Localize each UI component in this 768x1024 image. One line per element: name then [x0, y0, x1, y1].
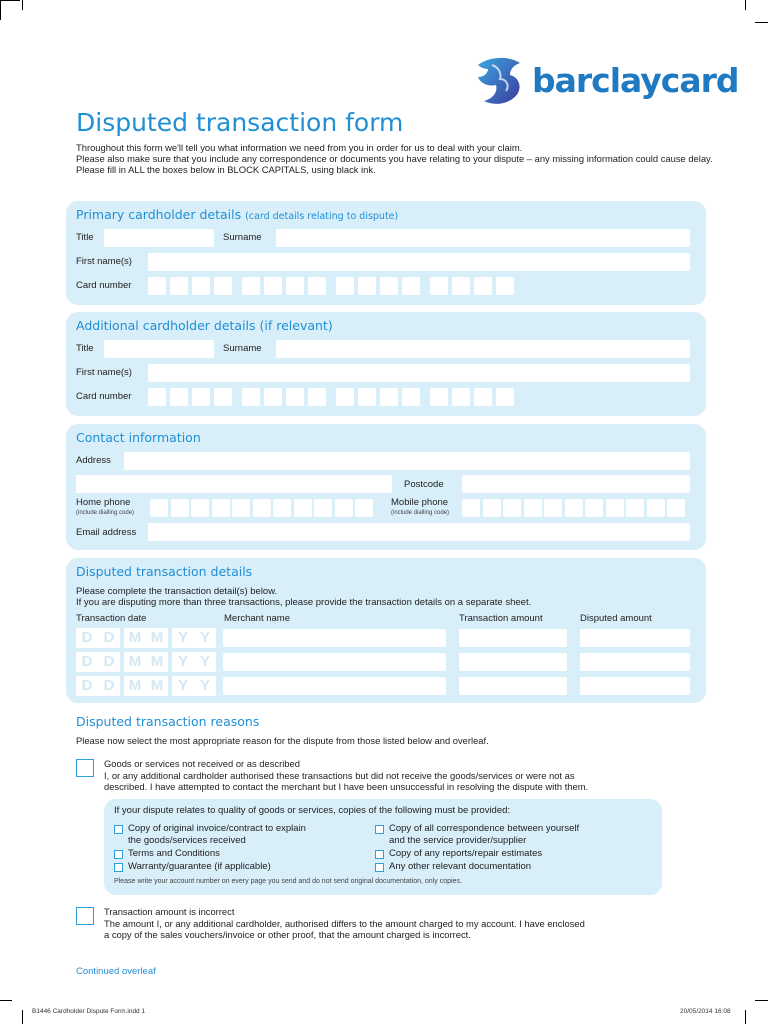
card-digit-cell[interactable] [308, 277, 326, 295]
date-char-cell[interactable]: M [124, 676, 146, 696]
transaction-amount-input[interactable] [459, 677, 567, 695]
transaction-amount-input[interactable] [459, 629, 567, 647]
doc-label: and the service provider/supplier [389, 835, 527, 846]
intro-text [76, 142, 716, 175]
phone-digit-cell[interactable] [191, 499, 209, 517]
instruction-line: If you are disputing more than three transactions, please provide the transaction details on a separate sheet. [76, 597, 532, 608]
merchant-name-input[interactable] [223, 629, 446, 647]
doc-label: Terms and Conditions [128, 848, 220, 859]
card-digit-cell[interactable] [192, 388, 210, 406]
eagle-icon [470, 55, 526, 107]
reason-not-received-text [104, 758, 694, 793]
card-digit-cell[interactable] [170, 388, 188, 406]
brand-name: barclaycard [532, 61, 739, 100]
doc-label: Any other relevant documentation [389, 861, 532, 872]
date-char-cell[interactable]: M [146, 676, 168, 696]
home-phone-label: Home phone [76, 497, 131, 508]
phone-digit-cell[interactable] [335, 499, 353, 517]
crop-mark [745, 0, 746, 10]
footer-filename: B1446 Cardholder Dispute Form.indd 1 [32, 1008, 146, 1015]
card-digit-cell[interactable] [430, 388, 448, 406]
date-char-cell[interactable]: D [76, 628, 98, 648]
title-label: Title [76, 232, 94, 243]
title-input[interactable] [104, 229, 214, 247]
crop-mark [22, 0, 23, 10]
doc-reports-checkbox[interactable] [375, 850, 384, 859]
card-digit-cell[interactable] [214, 277, 232, 295]
date-char-cell[interactable]: Y [194, 676, 216, 696]
crop-mark [755, 22, 768, 23]
date-char-cell[interactable]: Y [172, 676, 194, 696]
phone-digit-cell[interactable] [171, 499, 189, 517]
contact-information-panel [66, 424, 706, 550]
phone-digit-cell[interactable] [462, 499, 480, 517]
reason-line: a copy of the sales vouchers/invoice or other proof, that the amount charged is incorrect. [104, 929, 471, 940]
phone-digit-cell[interactable] [232, 499, 250, 517]
phone-digit-cell[interactable] [667, 499, 685, 517]
reason-line: I, or any additional cardholder authorised these transactions but did not receive the goods/services or were not as [104, 769, 575, 781]
card-digit-cell[interactable] [308, 388, 326, 406]
card-digit-cell[interactable] [402, 277, 420, 295]
phone-digit-cell[interactable] [565, 499, 583, 517]
col-disputed-amount: Disputed amount [580, 613, 652, 624]
card-digit-cell[interactable] [242, 277, 260, 295]
additional-cardholder-panel [66, 312, 706, 416]
phone-digit-cell[interactable] [585, 499, 603, 517]
phone-digit-cell[interactable] [355, 499, 373, 517]
address-label: Address [76, 455, 111, 466]
date-char-cell[interactable]: M [124, 652, 146, 672]
panel-title: Primary cardholder details (card details relating to dispute) [76, 207, 399, 222]
reason-title: Goods or services not received or as described [104, 758, 300, 769]
panel-title: Disputed transaction details [76, 564, 253, 579]
merchant-name-input[interactable] [223, 653, 446, 671]
crop-mark [0, 1000, 12, 1001]
title-input[interactable] [104, 340, 214, 358]
card-digit-cell[interactable] [474, 388, 492, 406]
mobile-phone-hint: (include dialling code) [391, 510, 450, 516]
card-digit-cell[interactable] [336, 277, 354, 295]
first-name-label: First name(s) [76, 367, 132, 378]
date-char-cell[interactable]: Y [194, 652, 216, 672]
instruction-line: Please complete the transaction detail(s) below. [76, 586, 278, 597]
panel-title: Contact information [76, 430, 201, 445]
reason-amount-incorrect-text [104, 906, 694, 941]
crop-mark [0, 0, 1, 20]
card-digit-cell[interactable] [336, 388, 354, 406]
doc-warranty-checkbox[interactable] [114, 863, 123, 872]
card-digit-cell[interactable] [148, 388, 166, 406]
continued-overleaf: Continued overleaf [76, 966, 156, 977]
quality-heading: If your dispute relates to quality of goods or services, copies of the following must be provided: [114, 805, 511, 816]
doc-other-checkbox[interactable] [375, 863, 384, 872]
doc-label: Copy of original invoice/contract to explain [128, 823, 306, 834]
home-phone-hint: (include dialling code) [76, 510, 135, 516]
reason-amount-incorrect-checkbox[interactable] [76, 907, 94, 925]
card-digit-cell[interactable] [496, 388, 514, 406]
postcode-input[interactable] [462, 475, 690, 493]
reasons-title: Disputed transaction reasons [76, 714, 260, 729]
address-input-line2[interactable] [76, 475, 392, 493]
intro-line: Please also make sure that you include any correspondence or documents you have relating to your dispute – any missing information could cause delay. [76, 153, 713, 164]
transaction-details-panel [66, 558, 706, 703]
date-char-cell[interactable]: D [98, 676, 120, 696]
transaction-amount-input[interactable] [459, 653, 567, 671]
phone-digit-cell[interactable] [647, 499, 665, 517]
phone-digit-cell[interactable] [626, 499, 644, 517]
card-digit-cell[interactable] [286, 277, 304, 295]
col-transaction-date: Transaction date [76, 613, 147, 624]
doc-label: Copy of all correspondence between yourself [389, 823, 580, 834]
merchant-name-input[interactable] [223, 677, 446, 695]
disputed-amount-input[interactable] [580, 653, 690, 671]
card-number-label: Card number [76, 280, 132, 291]
reason-line: The amount I, or any additional cardholder, authorised differs to the amount charged to my account. I have enclosed [104, 917, 585, 929]
card-digit-cell[interactable] [192, 277, 210, 295]
postcode-label: Postcode [404, 479, 444, 490]
phone-digit-cell[interactable] [314, 499, 332, 517]
email-input[interactable] [148, 523, 690, 541]
card-digit-cell[interactable] [430, 277, 448, 295]
card-digit-cell[interactable] [358, 277, 376, 295]
card-digit-cell[interactable] [214, 388, 232, 406]
crop-mark [0, 0, 20, 1]
card-digit-cell[interactable] [358, 388, 376, 406]
phone-digit-cell[interactable] [503, 499, 521, 517]
date-char-cell[interactable]: D [76, 652, 98, 672]
date-char-cell[interactable]: D [98, 652, 120, 672]
doc-label: Copy of any reports/repair estimates [389, 848, 543, 859]
intro-line: Please fill in ALL the boxes below in BLOCK CAPITALS, using black ink. [76, 164, 376, 175]
card-digit-cell[interactable] [264, 277, 282, 295]
doc-invoice-checkbox[interactable] [114, 825, 123, 834]
phone-digit-cell[interactable] [524, 499, 542, 517]
doc-label: Warranty/guarantee (if applicable) [128, 861, 271, 872]
card-digit-cell[interactable] [452, 388, 470, 406]
date-char-cell[interactable]: M [124, 628, 146, 648]
phone-digit-cell[interactable] [544, 499, 562, 517]
card-digit-cell[interactable] [242, 388, 260, 406]
quality-documents-panel [104, 799, 662, 895]
card-digit-cell[interactable] [452, 277, 470, 295]
primary-cardholder-panel [66, 201, 706, 305]
doc-label: the goods/services received [128, 835, 246, 846]
date-char-cell[interactable]: D [98, 628, 120, 648]
col-merchant-name: Merchant name [224, 613, 291, 624]
first-name-label: First name(s) [76, 256, 132, 267]
disputed-amount-input[interactable] [580, 629, 690, 647]
card-digit-cell[interactable] [286, 388, 304, 406]
doc-correspondence-checkbox[interactable] [375, 825, 384, 834]
surname-label: Surname [223, 343, 262, 354]
reasons-instruction: Please now select the most appropriate reason for the dispute from those listed below and overleaf. [76, 735, 489, 746]
card-digit-cell[interactable] [496, 277, 514, 295]
col-transaction-amount: Transaction amount [459, 613, 543, 624]
email-label: Email address [76, 527, 137, 538]
footer-date: 20/05/2014 16:08 [680, 1008, 731, 1015]
card-digit-cell[interactable] [170, 277, 188, 295]
phone-digit-cell[interactable] [606, 499, 624, 517]
card-digit-cell[interactable] [148, 277, 166, 295]
date-char-cell[interactable]: Y [172, 652, 194, 672]
page-title: Disputed transaction form [76, 108, 404, 137]
card-digit-cell[interactable] [264, 388, 282, 406]
phone-digit-cell[interactable] [150, 499, 168, 517]
crop-mark [745, 1010, 746, 1024]
title-label: Title [76, 343, 94, 354]
doc-terms-checkbox[interactable] [114, 850, 123, 859]
card-digit-cell[interactable] [380, 388, 398, 406]
mobile-phone-label: Mobile phone [391, 497, 449, 508]
barclaycard-logo [470, 55, 739, 107]
reason-line: described. I have attempted to contact the merchant but I have been unsuccessful in resolving the dispute with them. [104, 781, 589, 792]
phone-digit-cell[interactable] [483, 499, 501, 517]
reason-title: Transaction amount is incorrect [104, 906, 235, 917]
address-input[interactable] [124, 452, 690, 470]
card-digit-cell[interactable] [402, 388, 420, 406]
disputed-amount-input[interactable] [580, 677, 690, 695]
card-number-label: Card number [76, 391, 132, 402]
date-char-cell[interactable]: Y [194, 628, 216, 648]
first-name-input[interactable] [148, 364, 690, 382]
date-char-cell[interactable]: D [76, 676, 98, 696]
documents-note: Please write your account number on every page you send and do not send original documentation, only copies. [114, 878, 462, 885]
crop-mark [22, 1010, 23, 1024]
surname-label: Surname [223, 232, 262, 243]
card-digit-cell[interactable] [474, 277, 492, 295]
date-char-cell[interactable]: M [146, 652, 168, 672]
date-char-cell[interactable]: M [146, 628, 168, 648]
surname-input[interactable] [276, 340, 690, 358]
panel-title: Additional cardholder details (if relevant) [76, 318, 333, 333]
intro-line: Throughout this form we'll tell you what information we need from you in order for us to deal with your claim. [76, 142, 523, 153]
phone-digit-cell[interactable] [273, 499, 291, 517]
phone-digit-cell[interactable] [294, 499, 312, 517]
phone-digit-cell[interactable] [253, 499, 271, 517]
card-digit-cell[interactable] [380, 277, 398, 295]
first-name-input[interactable] [148, 253, 690, 271]
phone-digit-cell[interactable] [212, 499, 230, 517]
date-char-cell[interactable]: Y [172, 628, 194, 648]
crop-mark [755, 1000, 768, 1001]
surname-input[interactable] [276, 229, 690, 247]
reason-not-received-checkbox[interactable] [76, 759, 94, 777]
